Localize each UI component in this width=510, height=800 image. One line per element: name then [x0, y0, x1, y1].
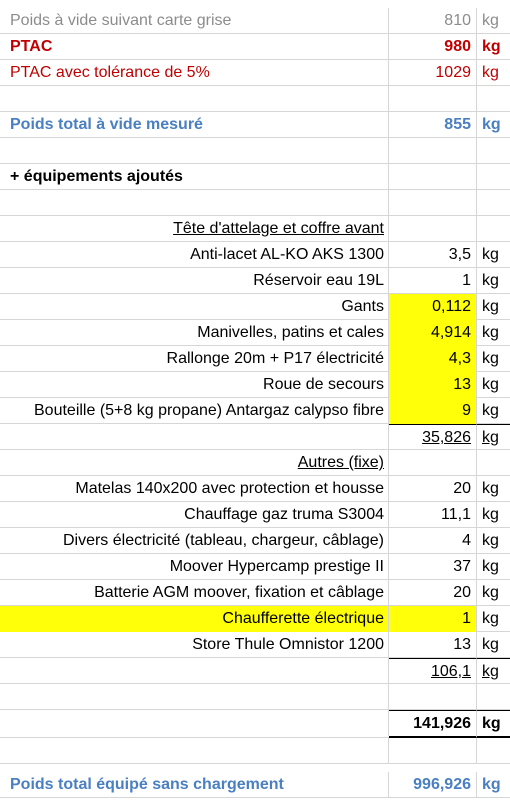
- row-item: [0, 580, 510, 606]
- value-cell-highlighted[interactable]: 9: [389, 398, 477, 424]
- unit-cell[interactable]: [477, 138, 510, 164]
- label-cell[interactable]: Manivelles, patins et cales: [0, 320, 389, 346]
- row-item: [0, 632, 510, 658]
- label-cell[interactable]: Poids à vide suivant carte grise: [0, 8, 389, 34]
- unit-cell[interactable]: kg: [477, 710, 510, 738]
- value-cell-highlighted[interactable]: 0,112: [389, 294, 477, 320]
- label-cell[interactable]: + équipements ajoutés: [0, 164, 389, 190]
- equipment-total-value-cell[interactable]: 141,926: [389, 710, 477, 738]
- value-cell-highlighted[interactable]: 4,914: [389, 320, 477, 346]
- unit-cell[interactable]: kg: [482, 272, 499, 289]
- unit-cell[interactable]: kg: [482, 246, 499, 263]
- unit-cell[interactable]: kg: [477, 658, 510, 684]
- row-empty: [0, 738, 510, 764]
- row-equipment-total: [0, 710, 510, 738]
- label-cell[interactable]: Gants: [0, 294, 389, 320]
- label-cell[interactable]: [0, 684, 389, 710]
- unit-cell[interactable]: kg: [482, 38, 501, 55]
- value-cell[interactable]: 3,5: [389, 242, 477, 268]
- row-item: [0, 476, 510, 502]
- row-item: [0, 346, 510, 372]
- row-measured-empty-weight: [0, 112, 510, 138]
- unit-cell[interactable]: kg: [482, 12, 499, 29]
- unit-cell[interactable]: kg: [482, 636, 499, 653]
- row-item: [0, 398, 510, 424]
- unit-cell[interactable]: kg: [482, 584, 499, 601]
- row-item: [0, 242, 510, 268]
- unit-cell[interactable]: [477, 738, 510, 764]
- value-cell-highlighted[interactable]: 13: [389, 372, 477, 398]
- unit-cell[interactable]: kg: [482, 558, 499, 575]
- label-cell[interactable]: Anti-lacet AL-KO AKS 1300: [0, 242, 389, 268]
- unit-cell[interactable]: kg: [482, 402, 499, 419]
- label-cell[interactable]: [0, 86, 389, 112]
- unit-cell[interactable]: [477, 684, 510, 710]
- unit-cell[interactable]: [477, 450, 510, 476]
- unit-cell[interactable]: kg: [482, 480, 499, 497]
- value-cell-highlighted[interactable]: 1: [389, 606, 477, 632]
- label-cell[interactable]: Poids total équipé sans chargement: [0, 772, 389, 798]
- unit-cell[interactable]: kg: [482, 350, 499, 367]
- value-cell[interactable]: [389, 190, 477, 216]
- label-cell[interactable]: Matelas 140x200 avec protection et housse: [0, 476, 389, 502]
- row-item: [0, 372, 510, 398]
- label-cell-highlighted[interactable]: Chaufferette électrique: [0, 606, 389, 632]
- row-item: [0, 294, 510, 320]
- label-cell[interactable]: Réservoir eau 19L: [0, 268, 389, 294]
- row-section-other-fixed: [0, 450, 510, 476]
- row-item: [0, 554, 510, 580]
- row-subtotal: [0, 424, 510, 450]
- row-ptac: [0, 34, 510, 60]
- value-cell[interactable]: 11,1: [389, 502, 477, 528]
- label-cell[interactable]: [0, 738, 389, 764]
- unit-cell[interactable]: kg: [482, 776, 501, 793]
- value-cell[interactable]: 980: [389, 34, 477, 60]
- label-cell[interactable]: [0, 658, 389, 684]
- unit-cell[interactable]: [477, 216, 510, 242]
- unit-cell[interactable]: kg: [482, 324, 499, 341]
- label-cell[interactable]: Moover Hypercamp prestige II: [0, 554, 389, 580]
- value-cell[interactable]: [389, 164, 477, 190]
- value-cell[interactable]: [389, 216, 477, 242]
- row-empty: [0, 138, 510, 164]
- value-cell[interactable]: [389, 738, 477, 764]
- value-cell[interactable]: [389, 86, 477, 112]
- label-cell[interactable]: Bouteille (5+8 kg propane) Antargaz calypso fibre: [0, 398, 389, 424]
- label-cell[interactable]: [0, 138, 389, 164]
- label-cell[interactable]: Poids total à vide mesuré: [0, 112, 389, 138]
- row-added-equipment-heading: [0, 164, 510, 190]
- value-cell[interactable]: 13: [389, 632, 477, 658]
- label-cell[interactable]: [0, 190, 389, 216]
- row-item: [0, 502, 510, 528]
- value-cell[interactable]: 855: [389, 112, 477, 138]
- unit-cell[interactable]: kg: [482, 116, 501, 133]
- label-cell[interactable]: Store Thule Omnistor 1200: [0, 632, 389, 658]
- label-cell[interactable]: [0, 424, 389, 450]
- label-cell[interactable]: Tête d'attelage et coffre avant: [0, 216, 389, 242]
- label-cell[interactable]: Divers électricité (tableau, chargeur, câblage): [0, 528, 389, 554]
- label-cell[interactable]: Rallonge 20m + P17 électricité: [0, 346, 389, 372]
- label-cell[interactable]: PTAC: [0, 34, 389, 60]
- row-subtotal: [0, 658, 510, 684]
- row-ptac-tolerance: [0, 60, 510, 86]
- label-cell[interactable]: Roue de secours: [0, 372, 389, 398]
- row-item: [0, 320, 510, 346]
- value-cell[interactable]: 1029: [389, 60, 477, 86]
- unit-cell[interactable]: kg: [482, 64, 499, 81]
- label-cell[interactable]: Batterie AGM moover, fixation et câblage: [0, 580, 389, 606]
- unit-cell[interactable]: kg: [482, 376, 499, 393]
- row-item: [0, 606, 510, 632]
- value-cell[interactable]: 37: [389, 554, 477, 580]
- unit-cell[interactable]: [477, 86, 510, 112]
- value-cell[interactable]: 810: [389, 8, 477, 34]
- row-total-equipped-weight: [0, 772, 510, 798]
- row-empty: [0, 684, 510, 710]
- label-cell[interactable]: Autres (fixe): [0, 450, 389, 476]
- row-empty: [0, 86, 510, 112]
- row-empty-weight-registration: [0, 8, 510, 34]
- label-cell[interactable]: [0, 710, 389, 736]
- unit-cell[interactable]: kg: [482, 532, 499, 549]
- value-cell[interactable]: 1: [389, 268, 477, 294]
- row-empty: [0, 190, 510, 216]
- value-cell[interactable]: 996,926: [389, 772, 477, 798]
- value-cell[interactable]: [389, 450, 477, 476]
- unit-cell[interactable]: kg: [477, 424, 510, 450]
- row-section-hitch-front-box: [0, 216, 510, 242]
- value-cell-highlighted[interactable]: 4,3: [389, 346, 477, 372]
- unit-cell[interactable]: kg: [482, 506, 499, 523]
- value-cell[interactable]: [389, 684, 477, 710]
- subtotal-value-cell[interactable]: 106,1: [389, 658, 477, 684]
- subtotal-value-cell[interactable]: 35,826: [389, 424, 477, 450]
- label-cell[interactable]: PTAC avec tolérance de 5%: [0, 60, 389, 86]
- value-cell[interactable]: 20: [389, 580, 477, 606]
- unit-cell[interactable]: kg: [482, 610, 499, 627]
- unit-cell[interactable]: [477, 190, 510, 216]
- unit-cell[interactable]: kg: [482, 298, 499, 315]
- row-item: [0, 268, 510, 294]
- value-cell[interactable]: 20: [389, 476, 477, 502]
- unit-cell[interactable]: [477, 164, 510, 190]
- value-cell[interactable]: [389, 138, 477, 164]
- value-cell[interactable]: 4: [389, 528, 477, 554]
- row-item: [0, 528, 510, 554]
- label-cell[interactable]: Chauffage gaz truma S3004: [0, 502, 389, 528]
